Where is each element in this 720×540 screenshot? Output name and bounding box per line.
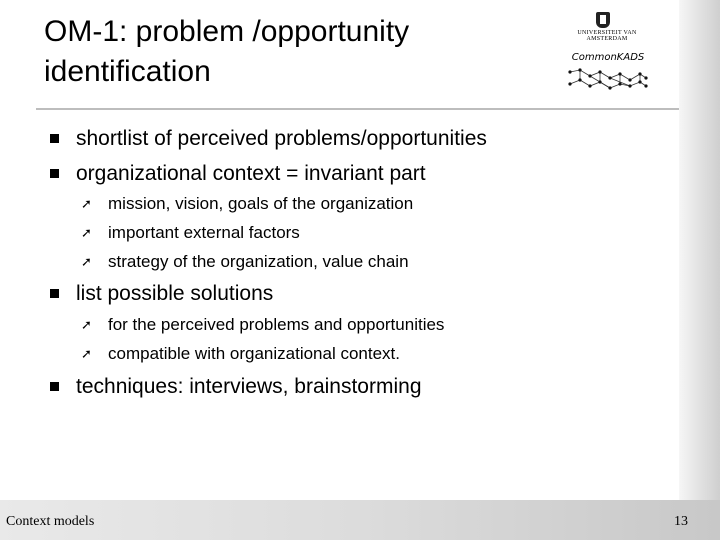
bullet-item xyxy=(76,281,273,307)
sub-bullet-item xyxy=(81,193,414,215)
crest-icon xyxy=(596,12,610,28)
university-logo-text: UNIVERSITEIT VAN AMSTERDAM xyxy=(577,30,637,42)
arrow-bullet-icon: ➚ xyxy=(81,346,92,361)
slide-title: OM-1: problem /opportunity identification xyxy=(44,15,410,88)
sub-bullet-text: compatible with organizational context. xyxy=(108,344,400,363)
bullet-text: techniques: interviews, brainstorming xyxy=(76,375,422,398)
page-number: 13 xyxy=(674,514,688,529)
square-bullet-icon xyxy=(50,289,59,298)
footer-band xyxy=(0,500,720,540)
square-bullet-icon xyxy=(50,169,59,178)
square-bullet-icon xyxy=(50,382,59,391)
sub-bullet-text: for the perceived problems and opportunities xyxy=(108,315,445,334)
right-decor-band xyxy=(679,0,720,540)
arrow-bullet-icon: ➚ xyxy=(81,317,92,332)
arrow-bullet-icon: ➚ xyxy=(81,254,92,269)
footer-label: Context models xyxy=(6,514,95,529)
bullet-text: shortlist of perceived problems/opportunities xyxy=(76,127,487,150)
arrow-bullet-icon: ➚ xyxy=(81,225,92,240)
sub-bullet-text: important external factors xyxy=(108,223,300,242)
commonkads-logo-text: CommonKADS xyxy=(571,52,645,63)
sub-bullet-text: mission, vision, goals of the organization xyxy=(108,194,414,213)
university-logo xyxy=(562,12,652,42)
sub-bullet-item xyxy=(81,343,400,365)
bullet-text: organizational context = invariant part xyxy=(76,162,426,185)
square-bullet-icon xyxy=(50,134,59,143)
sub-bullet-text: strategy of the organization, value chain xyxy=(108,252,409,271)
arrow-bullet-icon: ➚ xyxy=(81,196,92,211)
commonkads-logo xyxy=(566,52,650,94)
network-graph-icon xyxy=(566,66,650,92)
title-divider xyxy=(36,108,679,110)
bullet-item xyxy=(76,161,426,187)
bullet-item xyxy=(76,126,487,152)
sub-bullet-item xyxy=(81,314,445,336)
sub-bullet-item xyxy=(81,222,300,244)
bullet-text: list possible solutions xyxy=(76,282,274,305)
sub-bullet-item xyxy=(81,251,409,273)
bullet-item xyxy=(76,374,422,400)
